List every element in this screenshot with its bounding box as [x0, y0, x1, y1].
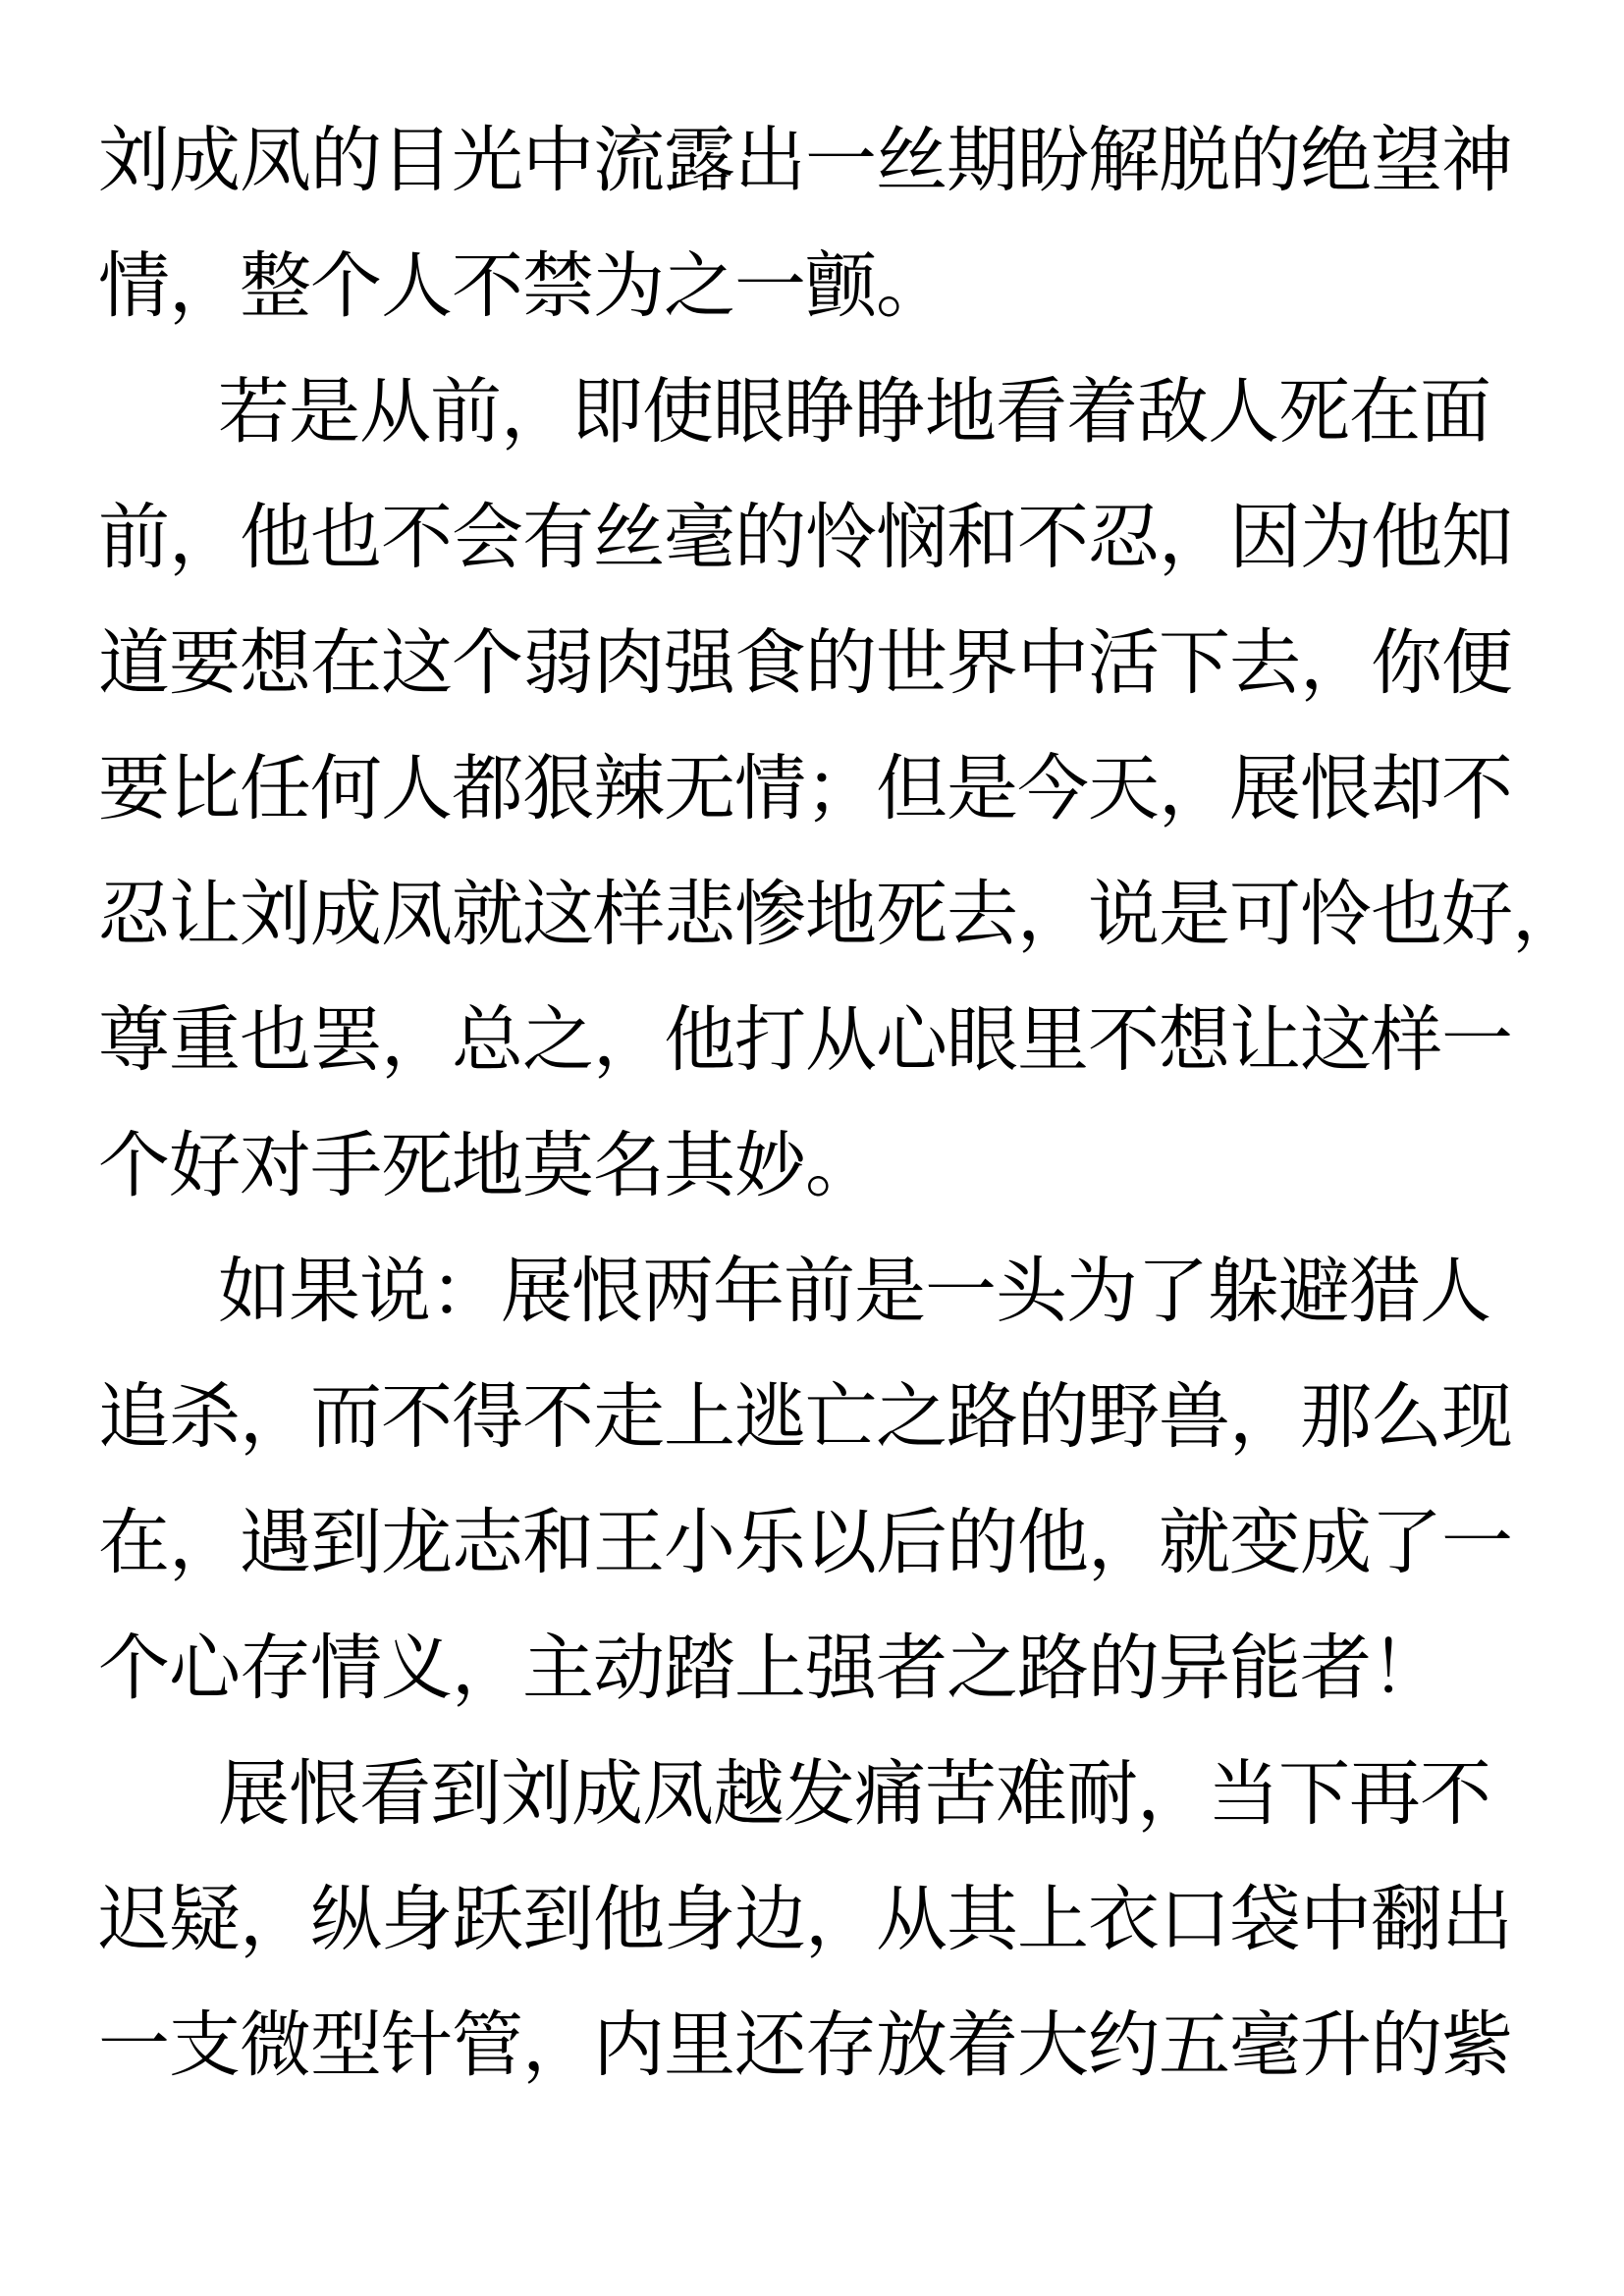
text-line: 一支微型针管，内里还存放着大约五毫升的紫 [98, 2003, 1512, 2087]
text-line: 前，他也不会有丝毫的怜悯和不忍，因为他知 [98, 496, 1512, 579]
text-line: 个好对手死地莫名其妙。 [98, 1124, 876, 1207]
text-line: 情，整个人不禁为之一颤。 [98, 244, 947, 328]
text-line: 个心存情义，主动踏上强者之路的异能者！ [98, 1627, 1441, 1710]
body-text [98, 98, 1583, 2109]
paragraph-first-line: 展恨看到刘成凤越发痛苦难耐，当下再不 [218, 1752, 1490, 1836]
text-line: 尊重也罢，总之，他打从心眼里不想让这样一 [98, 998, 1512, 1082]
text-line: 要比任何人都狠辣无情；但是今天，展恨却不 [98, 747, 1512, 830]
text-line: 迟疑，纵身跃到他身边，从其上衣口袋中翻出 [98, 1878, 1512, 1961]
text-line: 追杀，而不得不走上逃亡之路的野兽，那么现 [98, 1375, 1512, 1459]
text-line: 忍让刘成凤就这样悲惨地死去，说是可怜也好， [98, 873, 1583, 956]
text-line: 在，遇到龙志和王小乐以后的他，就变成了一 [98, 1501, 1512, 1584]
text-line: 刘成凤的目光中流露出一丝期盼解脱的绝望神 [98, 119, 1512, 202]
paragraph-first-line: 如果说：展恨两年前是一头为了躲避猎人 [218, 1250, 1490, 1333]
text-line: 道要想在这个弱肉强食的世界中活下去，你便 [98, 621, 1512, 705]
paragraph-first-line: 若是从前，即使眼睁睁地看着敌人死在面 [218, 370, 1490, 454]
